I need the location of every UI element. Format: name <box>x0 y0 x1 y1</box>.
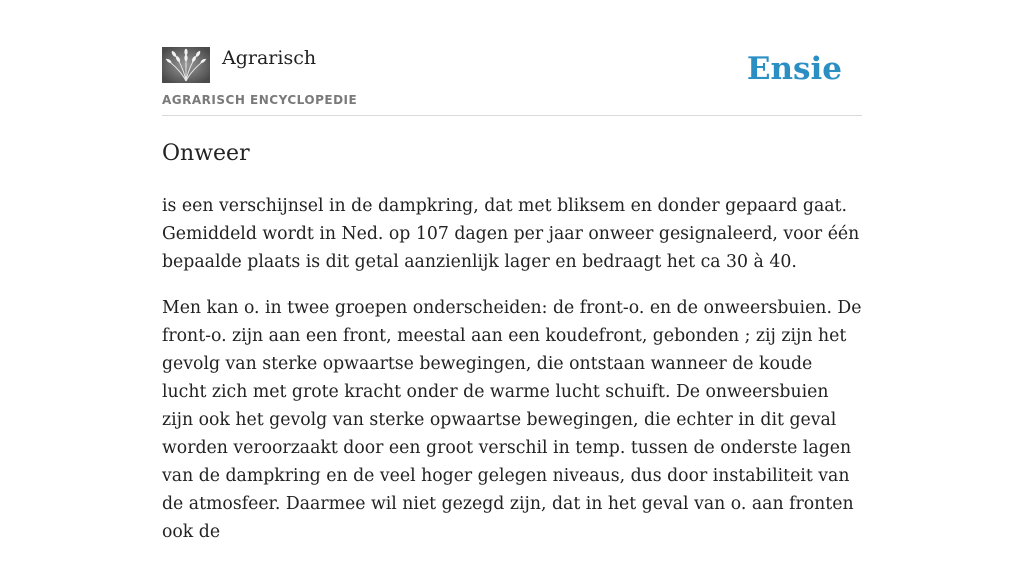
wheat-logo-icon[interactable] <box>162 47 210 83</box>
content-container <box>162 0 862 542</box>
article-title: Onweer <box>162 141 250 166</box>
article-body <box>162 192 862 564</box>
brand-logo[interactable]: Ensie <box>746 51 842 87</box>
article-paragraph: is een verschijnsel in de dampkring, dat met bliksem en donder gepaard gaat. Gemiddeld wordt in Ned. op 107 dagen per jaar onweer gesignaleerd, voor één bepaalde plaats is dit getal aanzienlijk lager en bedraagt het ca 30 à 40. <box>162 196 860 272</box>
article-paragraph: Men kan o. in twee groepen onderscheiden: de front-o. en de onweersbuien. De front-o. zijn aan een front, meestal aan een koudefront, gebonden ; zij zijn het gevolg van sterke opwaartse bewegingen, die ontstaan wanneer de koude lucht zich met grote kracht onder de warme lucht schuift. De onweersbuien zijn ook het gevolg van sterke opwaartse bewegingen, die echter in dit geval worden veroorzaakt door een groot verschil in temp. tussen de onderste lagen van de dampkring en de veel hoger gelegen niveaus, dus door instabiliteit van de atmosfeer. Daarmee wil niet gezegd zijn, dat in het geval van o. aan fronten ook de <box>162 298 862 542</box>
source-name[interactable]: Agrarisch <box>222 47 317 69</box>
source-subtitle: AGRARISCH ENCYCLOPEDIE <box>162 93 358 107</box>
header <box>162 0 862 116</box>
